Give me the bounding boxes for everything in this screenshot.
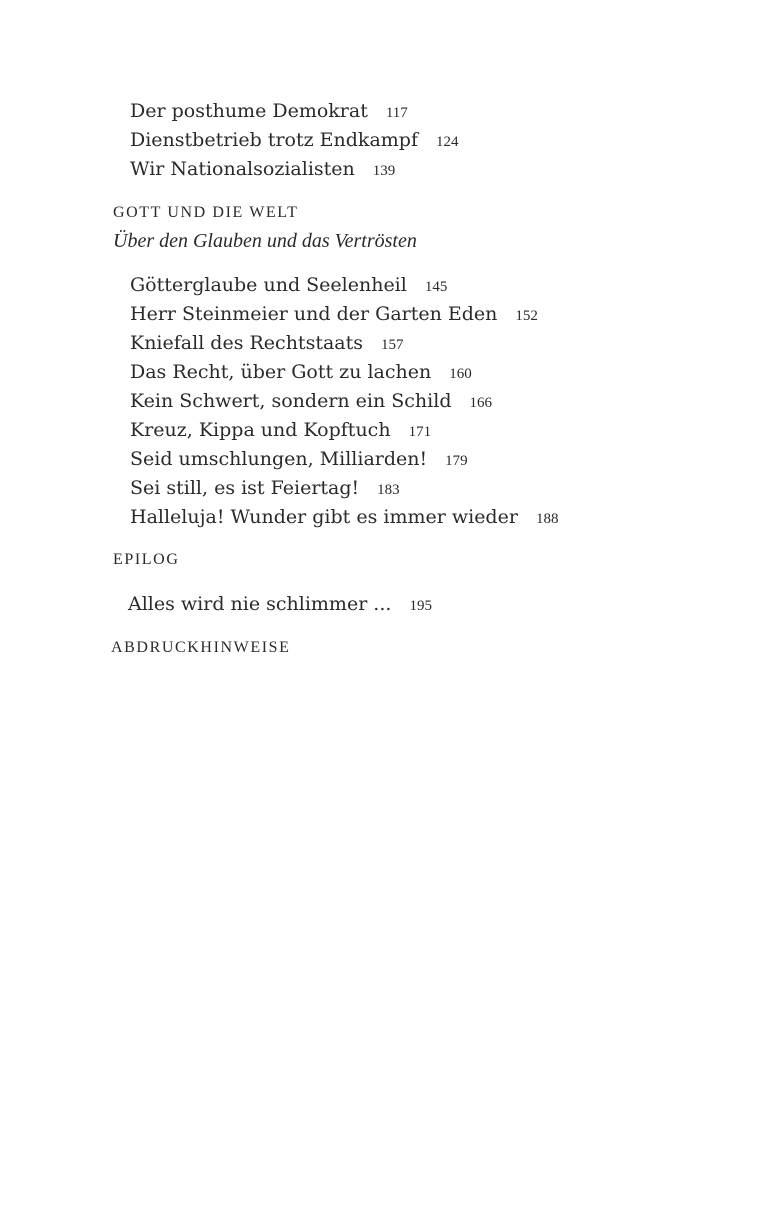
toc-entry-title: Das Recht, über Gott zu lachen [130,361,432,383]
toc-entry-page: 188 [535,511,559,527]
toc-entry-page: 160 [449,366,472,382]
toc-entry [130,156,395,183]
toc-entry-title: Wir Nationalsozialisten [130,158,355,180]
toc-entry [130,127,459,154]
toc-entry-page: 179 [445,453,468,469]
toc-entry-page: 183 [377,482,400,498]
toc-entry-page: 139 [372,163,396,179]
toc-entry-page: 195 [409,598,432,614]
toc-entry-page: 171 [408,424,432,440]
toc-entry-title: Dienstbetrieb trotz Endkampf [130,129,418,151]
toc-entry-title: Herr Steinmeier und der Garten Eden [130,303,498,325]
toc-entry-title: Kreuz, Kippa und Kopftuch [130,419,391,441]
toc-entry-page: 117 [385,105,408,121]
toc-entry [130,417,431,444]
section-heading: GOTT UND DIE WELT [113,204,299,221]
toc-entry-title: Seid umschlungen, Milliarden! [130,448,428,470]
toc-entry-page: 145 [424,279,448,295]
section-heading: ABDRUCKHINWEISE [111,639,291,656]
toc-entry-page: 157 [381,337,404,353]
toc-entry [130,272,447,299]
toc-entry-title: Kniefall des Rechtstaats [130,332,363,354]
toc-entry [130,446,468,473]
toc-entry-page: 124 [436,134,459,150]
toc-entry-title: Der posthume Demokrat [130,100,368,122]
toc-entry [130,301,538,328]
toc-entry [130,388,492,415]
section-heading: EPILOG [113,551,180,568]
toc-entry-title: Götterglaube und Seelenheil [130,274,407,296]
toc-entry [130,359,472,386]
toc-entry-title: Alles wird nie schlimmer ... [128,593,392,615]
toc-entry [130,330,404,357]
toc-entry [130,98,408,125]
toc-entry-title: Halleluja! Wunder gibt es immer wieder [130,506,518,528]
toc-entry [128,591,432,618]
section-subtitle: Über den Glauben und das Vertrösten [113,230,417,252]
toc-entry [130,504,558,531]
toc-entry-title: Sei still, es ist Feiertag! [130,477,360,499]
toc-entry-page: 166 [469,395,492,411]
toc-entry-title: Kein Schwert, sondern ein Schild [130,390,452,412]
toc-entry [130,475,400,502]
toc-entry-page: 152 [515,308,538,324]
